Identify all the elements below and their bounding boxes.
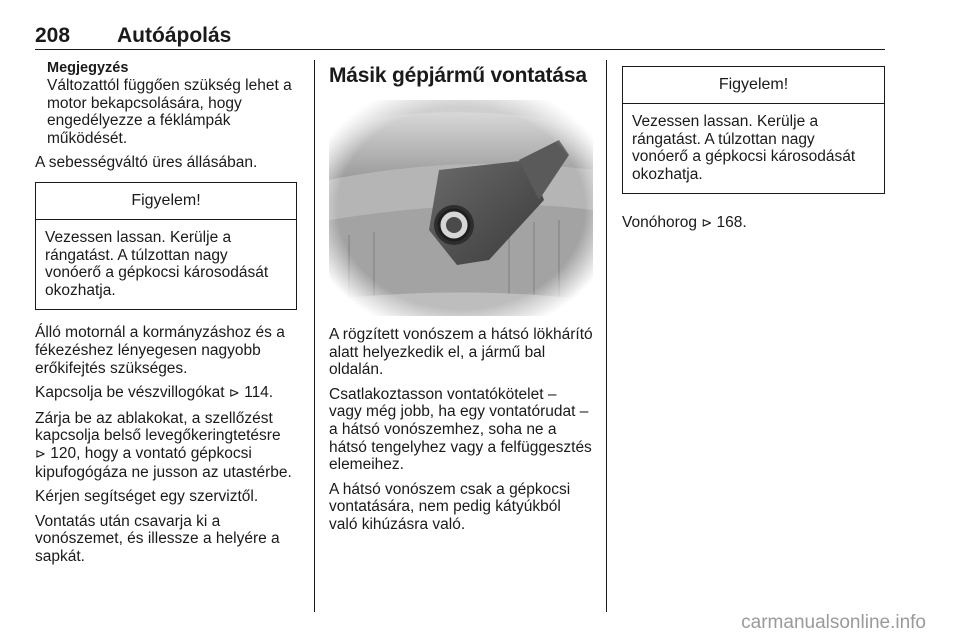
column-divider xyxy=(606,60,607,612)
note-text: Változattól függően szükség lehet a motor bekapcsolására, hogy engedélyezze a féklámpák működését. xyxy=(47,77,292,147)
column-2 xyxy=(329,60,593,541)
page-header xyxy=(35,24,885,48)
paragraph: Csatlakoztasson vontatókötelet – vagy még jobb, ha egy vontatórudat – a hátsó vonószemhez, soha ne a hátsó tengelyhez vagy a felfüggesztés elemeihez. xyxy=(329,385,592,474)
note-block xyxy=(47,60,297,147)
section-title: Autóápolás xyxy=(117,24,232,47)
paragraph: Kérjen segítséget egy szerviztől. xyxy=(35,488,259,506)
warning-text: Vezessen lassan. Kerülje a rángatást. A túlzottan nagy vonóerő a gépkocsi károsodását okozhatja. xyxy=(45,228,269,299)
page-reference-link[interactable]: 120, hogy a vontató gépkocsi kipufogógáza ne jusson az utastérbe. xyxy=(35,444,292,481)
section-heading: Másik gépjármű vontatása xyxy=(329,64,587,87)
paragraph-with-ref xyxy=(35,384,297,403)
paragraph-text: Kapcsolja be vészvillogókat xyxy=(35,384,225,402)
paragraph: A hátsó vonószem csak a gépkocsi vontatására, nem pedig kátyúkból való kihúzásra való. xyxy=(329,480,571,533)
paragraph: Álló motornál a kormányzáshoz és a fékezéshez lényegesen nagyobb erőkifejtés szükséges. xyxy=(35,324,285,377)
warning-text: Vezessen lassan. Kerülje a rángatást. A túlzottan nagy vonóerő a gépkocsi károsodását okozhatja. xyxy=(632,113,856,183)
note-title: Megjegyzés xyxy=(47,60,129,76)
column-3 xyxy=(622,60,885,240)
paragraph: Vontatás után csavarja ki a vonószemet, és illessze a helyére a sapkát. xyxy=(35,512,280,565)
paragraph-text: Vonóhorog xyxy=(622,214,697,232)
column-1 xyxy=(35,60,297,572)
column-divider xyxy=(314,60,315,612)
paragraph-with-ref xyxy=(35,410,297,481)
tow-eye-illustration xyxy=(329,100,593,316)
header-rule xyxy=(35,49,885,50)
warning-box xyxy=(35,182,297,310)
page-reference-link[interactable]: 114. xyxy=(244,384,274,402)
warning-box xyxy=(622,66,885,194)
arrow-reference-icon: ⊳ xyxy=(35,446,46,462)
warning-title: Figyelem! xyxy=(623,67,884,104)
paragraph-text: Zárja be az ablakokat, a szellőzést kapcsolja belső levegőkeringtetésre xyxy=(35,409,281,445)
page-reference-link[interactable]: 168. xyxy=(716,214,747,232)
paragraph: A rögzített vonószem a hátsó lökhárító alatt helyezkedik el, a jármű bal oldalán. xyxy=(329,326,593,379)
page-number: 208 xyxy=(35,24,71,47)
paragraph: A sebességváltó üres állásában. xyxy=(35,154,258,172)
warning-title: Figyelem! xyxy=(36,183,296,220)
watermark: carmanualsonline.info xyxy=(741,612,926,633)
paragraph-with-ref xyxy=(622,214,885,233)
arrow-reference-icon: ⊳ xyxy=(701,216,713,232)
arrow-reference-icon: ⊳ xyxy=(228,386,240,402)
